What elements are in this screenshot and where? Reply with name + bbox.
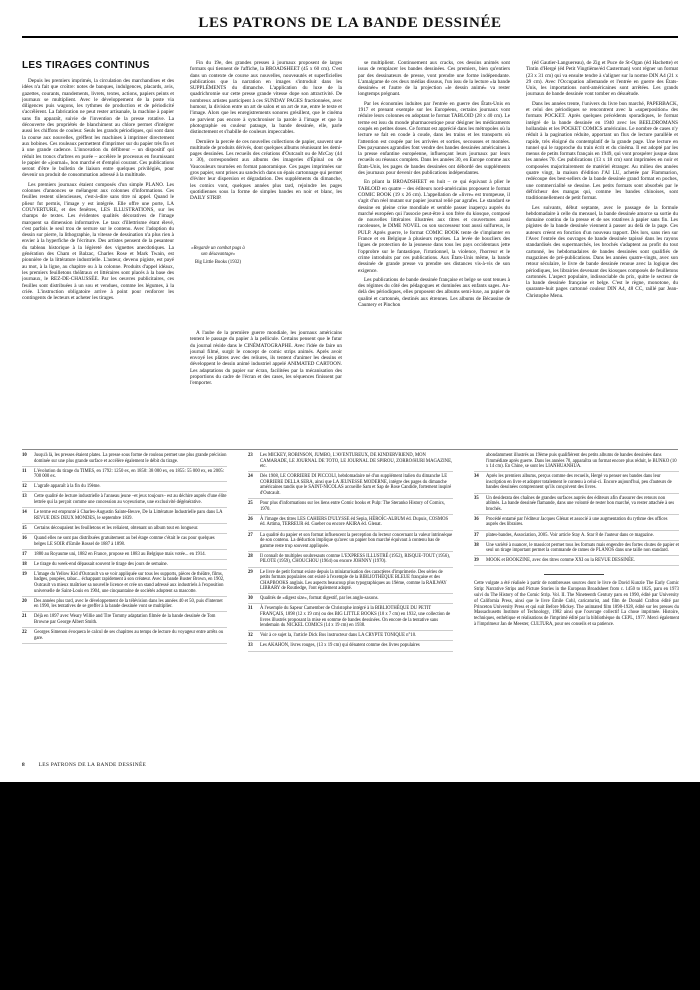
column-1 bbox=[22, 60, 174, 448]
footnote-number: 24 bbox=[248, 474, 253, 480]
footnote-number: 33 bbox=[248, 643, 253, 649]
footnote bbox=[22, 572, 227, 597]
section-title: LES TIRAGES CONTINUS bbox=[22, 60, 150, 71]
footnote-number: 34 bbox=[474, 474, 479, 480]
footnote bbox=[22, 453, 227, 467]
footnote-number: 28 bbox=[248, 553, 253, 559]
paragraph: En pliant la BROADSHEET en huit – ce qui équivaut à plier le TABLOID en quatre – des éditeurs nord-américains proposent le format COMIC BOOK (19 x 26 cm). L'appellation de «livre» est trompeuse, il s'agit d'un réel mutant sur papier journal relié par agrafes. Le standard se dessine en pleine crise mondiale et semble passer inaperçu auprès du marché européen qui l'associe peut-être à son frère du kiosque, composé de nouvelles littéraires illustrées aux titres et couvertures aussi racoleuses, le DIME NOVEL ou son successeur tout aussi sulfureux, le PULP. Après guerre, le format COMIC BOOK tente de s'implanter en France et en Belgique à plusieurs reprises. La levée de boucliers des ligues de protection de la jeunesse dans tous les pays occidentaux jette l'opprobre sur le fantastique, l'irrationnel, la violence, l'horreur et le crime introduits par ces publications. Aux États-Unis même, la bande dessinée de grande presse va prendre ses distances vis-à-vis de son exigence. bbox=[358, 179, 510, 274]
footnote bbox=[474, 517, 679, 531]
footnotes-list bbox=[474, 453, 679, 566]
footnote-text: Une variété à nuancer, le massicot permet tous les formats mais engendre des fortes chutes de papier et seul un tirage important permet la commande de rames de PLANOS dans une taille non standard. bbox=[486, 542, 679, 554]
footnote-text: Le terme est emprunté à Charles-Augustin Sainte-Beuve, De la Littérature Industrielle paru dans LA REVUE DES DEUX MONDES, le septembre 1839. bbox=[34, 510, 223, 521]
footnote-number: 20 bbox=[22, 598, 27, 604]
footnote bbox=[474, 533, 679, 541]
footnote bbox=[248, 606, 453, 631]
paragraph: Par les économies induites par l'entrée en guerre des États-Unis en 1917 et prenant exemple sur les Européens, certains journaux vont réduire leurs colonnes en adoptant le format TABLOID (28 x 40 cm). Le terme est issu du monde pharmaceutique pour désigner les médicaments coupés en petites doses. Ce format est apprécié dans les métropoles où la lecture se fait en coude à coude, dans les trains et les transports où l'attention est coupée par les arrivées et sorties, secousses et montées. Des paysannes agrandies font vendre des bandes dessinées américaines à la presse enfantine européenne, influençant leurs journaux par leurs recueils ou réseaux complets. Dans les années 30, en Europe comme aux États-Unis, les pages de bandes dessinées ont débordé des suppléments des journaux pour devenir des publications indépendantes. bbox=[358, 100, 510, 177]
footnote-number: 14 bbox=[22, 510, 27, 516]
footnote-text: À l'exemple du Sapeur Camember de Christophe intégré à la BIBLIOTHÈQUE DU PETIT FRANÇAIS, 1898 (12 x 19 cm) ou des BIG LITTLE BOOKS (10 x 7 cm) en 1932, une collection de livres illustrés proposant la mise en somme de bandes dessinées. On encore de la tentative sans lendemain du NICKEL COMICS (14 x 19 cm) en 1938. bbox=[260, 606, 451, 629]
footnote-text: Des années plus tard, avec le développement de la télévision dans les années 40 et 50, puis d'internet en 1990, les tentatives de se greffer à la bande dessinée vont se multiplier. bbox=[34, 598, 223, 610]
footnote-number: 23 bbox=[248, 453, 253, 458]
pull-quote-source: Big Little Books (1932) bbox=[195, 260, 241, 265]
footnote-text: À l'image des titres LES CAHIERS D'ULYSSE éd Sepia, HÉROÏC-ALBUM éd. Dupuis, COSMOS éd. Artima, TERREUR éd. Gueber ou encore AKIRA éd. Glenat. bbox=[260, 516, 449, 528]
end-rule bbox=[544, 574, 604, 575]
footnote bbox=[22, 510, 227, 524]
footnote-number: 11 bbox=[22, 468, 27, 474]
footnote bbox=[248, 517, 453, 531]
footnote-number: 18 bbox=[22, 561, 27, 567]
footnote-text: 1880 au Royaume uni, 1882 en France, propose en 1883 au Belgique mais votée... en 1914. bbox=[34, 551, 206, 557]
footnote-text: Pour plus d'informations sur les liens entre Comic books et Pulp: The Steranko History of Comics, 1970. bbox=[260, 501, 445, 512]
article-body bbox=[22, 60, 678, 448]
footnote-text: Les AKAHON, livres rouges, (13 x 19 cm) qui dénatent comme des livres populaires bbox=[260, 643, 420, 649]
colophon: Cette vulgate a été réalisée à partir de nombreuses sources dont le livre de David Kunzle The Early Comic Strip: Narrative Strips and Picture Stories in the European Broadsheet from c. 1450 to 1825, paru en 1973 suivi du The History of the Comic Strip. Vol. II. The Nineteenth Century paru en 1990, édité par University of California Press, ainsi que le livre Émile Cohl, caricaturist, and film de Donald Crafton édité par Princeton University Press et qui suit Before Mickey. The animated film 1898-1928, édité sur les presses du Massachusetts Institute of Technology, 1982 ainsi que l'ouvrage collectif La chose imprimée. Histoire, techniques, esthétique et réalisations de l'imprimé édité par la bibliothèque du CEPL, 1977. Merci également à l'imprimeur Jan de Meester, CULTURA, pour ses conseils et sa patience. bbox=[474, 581, 679, 627]
footnote-text: Dès 1908, LE CORRIERE DI PICCOLI, hebdomadaire né d'un supplément italien du dimanche LE CORRIERE DELLA SERA, ainsi que LA JEUNESSE MODERNE, intègre des pages du dimanche américaines tandis que le SAINT-NICOLAS accueille Sam et Sap de Rose Candide, fortement inspiré d'Outcault. bbox=[260, 474, 452, 497]
footnote bbox=[248, 633, 453, 641]
footnote-text: Après les premiers albums, perçus comme des recueils, Hergé va penser ses bandes dans leur inscription en livre et adopter totalement le contenu à celui-ci. Encore aujourd'hui, peu d'auteurs de bandes dessinées comprennent qu'ils conçoivent des livres. bbox=[486, 474, 672, 491]
footnote bbox=[22, 536, 227, 550]
illustration-space bbox=[252, 238, 342, 322]
paragraph: Les premiers journaux étaient composés d'un simple PLANO. Les colonnes d'annonces se mélangent aux colonnes d'informations. Ces feuilles restent silencieuses, c'est-à-dire sans titre ni appel. Quand le plieur fut permis, l'image y est intégrée. Elle offre une porte, LA COUVERTURE, et des fenêtres, LES ILLUSTRATIONS, sur les champs de textes. Les évidentes qualités décoratives de l'image marquent sa dimension informative. Le taux d'illettrisme étant élevé, c'est parfois le seul trou de serrure sur le contenu. Avec l'adoption du dessin sur pierre, la lithographie, la vitesse de dessination n'a plus rien à envier à la hyperfiche de l'écriture. Des artistes pensent de la pesanteur du tableau historique à la légèreté des vignettes anecdotiques. La génération des Cham et Balzac, Charles Rose et Mark Twain, est pionnière de la littérature industrielle. L'auteur, devenu pigiste, est payé au mot, à la ligne, au chapitre ou à la colonne. Produits d'appel idéaux, les premiers feuilletons théâtraux et littéraires sont placés à la base des journaux, le REZ-DE-CHAUSSÉE. Par les oeuvres publicitaires, ces feuilles sont distribuées à un sou et vendues, comme les légumes, à la criée. L'instruction obligatoire arrive à point pour renforcer les contingents de lecteurs et acheter les tirages. bbox=[22, 181, 174, 302]
page-number: 8 bbox=[22, 762, 25, 768]
footnote bbox=[248, 570, 453, 595]
footnote-text: La qualité du papier et son format influencent la perception du lecteur concernant la valeur intrinsèque de son contenu. La déduction implique qu'avec un papier bon marché équivaut à contenu bas de gamme reste trop souvent appliquée. bbox=[260, 532, 453, 549]
footnote-text: Voir à ce sujet la, l'article Dick Bos instructeur dans LA CRYPTE TONIQUE n°10. bbox=[260, 633, 417, 639]
footnote bbox=[248, 501, 453, 515]
footnote bbox=[22, 526, 227, 534]
footnote-text: Qualités de «digest size», format digestif, par les anglo-saxons. bbox=[260, 596, 379, 602]
footnote-number: 29 bbox=[248, 569, 253, 575]
paragraph: Les suivants, début septante, avec le passage de la formule hebdomadaire à celle du mensuel, la bande dessinée amorce sa sortie du domaine continu de la presse et de ses rotatives à papier sans fin. Les pigistes de la bande dessinée viennent à passer au delà de la page. Ces auteurs créent en fonction d'un nouveau rapport. Dès lors, sans rien sur l'Avec l'entrée des ouvrages de bande dessinée tapissé dans les rayons standardisés des supermarchés, les brochés s'adaptent au profit du tout cartonné, les hebdomadaires de bandes dessinées sont qualifiés de magazines de pré-publications. Dans les années quatre-vingts, avec son retour séculaire, le livre de bande dessinée renoue avec la logique des périodiques, les librairies devenant des kiosques composés de feuilletons cartonnés. L'aspect populaire, indissociable du prix, quitte le secteur de la bande dessinée française et belge. C'est le règne, monotone, du quarante-huit pages cartonné couleur DIN A4, 48 CC, raillé par Jean-Christophe Menu. bbox=[526, 204, 678, 299]
running-head bbox=[22, 14, 678, 38]
footnote bbox=[248, 554, 453, 568]
footnote bbox=[22, 494, 227, 508]
column-2-top bbox=[190, 60, 342, 230]
footnote bbox=[474, 558, 679, 566]
footnote-number: 25 bbox=[248, 501, 253, 507]
footnotes-column-2 bbox=[248, 453, 453, 654]
footnote-number: 39 bbox=[474, 558, 479, 564]
footnote bbox=[22, 562, 227, 570]
footnote-number: 15 bbox=[22, 525, 27, 531]
footnote bbox=[248, 533, 453, 552]
footnote-text: Quand elles ne sont pas distribuées gratuitement au bel étage comme c'était le cas pour quelques belges LE SOIR d'Emile Rossel de 1887 à 1898. bbox=[34, 535, 215, 547]
footnote bbox=[22, 552, 227, 560]
footnote-number: 37 bbox=[474, 532, 479, 538]
footnote-text: L'image du Yellow Kid d'Outcault va se voir appliquée sur tous les supports, pièces de théâtre, films, badges, poupées, tabac... échappant rapidement à son créateur. Avec la bande Buster Brown, en 1902, Outcault va mieux maîtriser sa nouvelle licence et crée un stand adressé aux industriels à l'exposition universelle de Saint-Louis en 1904, une cinquantaine de sociétés adoptent sa mascotte. bbox=[34, 571, 225, 594]
footnote-number: 26 bbox=[248, 516, 253, 522]
paragraph: À l'aube de la première guerre mondiale, les journaux américains tentent le passage du papier à la pellicule. Certains pensent que le futur du journal réside dans le CINÉMATOGRAPHE. Avec l'idée de faire un journal filmé, surgit le concept de comic strips animés. Après avoir envoyé les plâtres avec des reliures, ils tentent d'animer les dessins et développent le dessin animé industriel appelé ANIMATED CARTOON. Les adaptations du papier sur écran, facilitées par la mécanisation des proportions du cadre de l'écran et des cases, les séquences finissent par l'emporter. bbox=[190, 330, 342, 387]
footnote bbox=[22, 614, 227, 628]
column-3 bbox=[358, 60, 510, 448]
paragraph: Depuis les premiers imprimés, la circulation des marchandises et des idées n'a fait que croître: notes de banques, indulgences, placards, avis, gazettes, courants, mandements, livrets, textes, actions, papiers peints et journaux se multiplient. Avec le développement de la poste via diligences puis wagons, les rythmes de production et de périodicité s'accélèrent. La fabrication ne peut rester artisanale, la machine à papier sans fin apparaît, suivie de l'invention de la presse rotative. La découverte des propriétés de blanchiment au chlore permet d'intégrer aussi les chiffons de couleur. Seuls les grands périodiques, qui sont dans la course aux nouvelles, gréffent les machines à imprimer directement aux bobines. Ces rouleaux permettent d'imprimer sur du papier très fin et à une grande cadence. L'innovation du défibreur – un dispositif qui réduit les troncs d'arbres en purée – accélère le processus en fournissant le papier de «journal», bon marché et d'emploi courant. Ces publications seront d'être le bulletin de liaison entre quelques privilégiés, pour devenir un produit de consommation adressé à la multitude. bbox=[22, 78, 174, 179]
footnote-text: Un desiderata des chaînes de grandes surfaces auprès des éditeurs afin d'assurer des retours non abîmés. La bande dessinée flamande, dans une volonté de rester bon marché, va rester attachée à ses brochés. bbox=[486, 495, 675, 512]
footnote-text: Il connaît de multiples soubresauts comme L'EXPRESS ILLUSTRÉ (1952), RISQUE-TOUT (1956), PILOTE (1959), CHOUCHOU (1964) ou encore JOHNNY (1970). bbox=[260, 553, 450, 565]
paragraph: Fin du 19e, des grandes presses à journaux proposent de larges formats qui tiennent de l'affiche, la BROADSHEET (45 x 60 cm). C'est dans un contexte de course aux nouvelles, nouveautés et superficielles publications que la narration en images s'introduit dans les SUPPLÉMENTS du dimanche. L'application du luxe de la quadrichromie sur cette presse grande vitesse dope son attractivité. De nombreux artistes participent à ces SUNDAY PAGES fractionnées, avec humour, la division entre un art de salon et un art de rue, entre le texte et l'image. Alors que les enregistrements sonores grésillent, que le cinéma ne parvient pas encore à synchroniser la parole à l'image et que la photographie en couleur patauge, la bande dessinée, elle, parle distinctement et s'habille de couleurs impeccables. bbox=[190, 60, 342, 136]
running-head-title: LES PATRONS DE LA BANDE DESSINÉE bbox=[198, 15, 502, 31]
column-4 bbox=[526, 60, 678, 448]
paragraph: se multiplient. Continuement aux cracks, ces dessins animés sont issus de remplacer les bandes dessinées. Ces premiers, bien qu'entiers par des dessinateurs de presse, vont prendre une forme indépendante. L'amalgame de ces deux médias dissous, l'un issu de la lecture «la bande dessinée» et l'autre de la projection «le dessin animé» va rester longtemps prégnant. bbox=[358, 60, 510, 98]
footnote-text: Les MICKEY, ROBINSON, JUMBO, L'AVENTUREUX, DE KINDERVRIEND, MON CAMARADE, LE JOURNAL DE TOTO, LE JOURNAL DE SPIROU, ZORRO/HURI MAGAZINE, etc. bbox=[260, 453, 453, 470]
footnote-text: Georges Simenon évoquera le calcul de ses chapitres au temps de lecture du voyageur entre arrêts ou gare. bbox=[34, 630, 224, 641]
footnote bbox=[248, 596, 453, 604]
footnote bbox=[22, 469, 227, 483]
footnote bbox=[474, 474, 679, 493]
footnote-number: 21 bbox=[22, 614, 27, 620]
footnotes-column-3 bbox=[474, 453, 679, 628]
paragraph: Dernière la percée de ces nouvelles collections de papier, sauvent une multitude de produits dérivés, dont quelques albums réunissant les demi-pages dessinées. Les recueils des créations d'Outcault ou de McCay (44 x 30), correspondent aux albums des imageries d'Épinal ou de Vaucouleurs tournées en format panoramique. Ces pages imprimées sur gros papier, sont prises au sandwich dans un épais cartonnage qui permet d'éviter leur dispersion et dégradation. Des suppléments du dimanche, les comics vont, quelques années plus tard, rejoindre les pages quotidiennes sous la forme de simples bandes en noir et blanc, les DAILY STRIP. bbox=[190, 138, 342, 202]
footnote-text: L'évolution du tirage du TIMES, en 1792: 1250 ex, en 1850: 38 000 ex, en 1855: 55 000 ex, en 2005: 700 000 ex. bbox=[34, 468, 225, 480]
footnotes-column-1 bbox=[22, 453, 227, 646]
footnote-text: Déjà en 1897 avec Weary Willie and Tire Tommy adaptation filmée de la bande dessinée de Tom Browne par George Albert Smith. bbox=[34, 614, 216, 625]
footnote-text: Cette qualité de lecture industrielle à l'anneau jeune –et jeux toujours– est au déchire auprès d'une élite lettrée qui la perçoit comme une concession au voyeurisme, une exclusivité dégénérative. bbox=[34, 494, 227, 506]
column-2-bottom bbox=[190, 330, 342, 448]
footnote-number: 35 bbox=[474, 495, 479, 501]
footnote-number bbox=[474, 453, 486, 470]
footnote-text: MOOK et BOOKZINE, avec des titres comme XXI ou la REVUE DESSINÉE. bbox=[486, 558, 636, 564]
footnote-text: Jusqu'à là, les presses étaient plates. La presse sous forme de rouleau permet une plus grande précision dominée sur une plus grande surface et accélère également le débit du tirage. bbox=[34, 453, 227, 464]
footnote-number: 22 bbox=[22, 630, 27, 636]
footnote bbox=[248, 474, 453, 499]
footnote-number: 17 bbox=[22, 551, 27, 557]
footnote-number: 27 bbox=[248, 532, 253, 538]
pull-quote-text: «Regarde un combat pugs à son désavantage» bbox=[191, 246, 245, 257]
footnote bbox=[22, 630, 227, 644]
footnote-number: 13 bbox=[22, 494, 27, 500]
footnote-number: 10 bbox=[22, 453, 27, 458]
paragraph: Dans les années trente, l'univers du livre bon marché, PAPERBACK, et celui des périodiques se rencontrent avec la «superposition» des formats POCKET. Après quelques précédents sporadiques, le format intégré de la bande dessinée en 1940 avec les BEELDROMANS hollandais et les POCKET COMICS américains. Le nombre de cases n'y réduit à la pagination réduite, apportant un flux de lecture parallèle et rapide, très éloigné du contemplatif de la grande page. Une lecture en tunnel qui le rapproche du train écrit et du cinéma. Il est adopté par les menus de petits formats français en 1949, qui vont prospérer jusque dans les années 70. Ces publications (13 x 18 cm) sont imprimées en noir et composées majoritairement de matériel étranger. Au milieu des années quatre vingt, la maison d'édition J'AI LU, achetée par Flammarion, redécoupe des best-sellers de la bande dessinée grand format en poches, une commercialité se dessine. Les petits formats sont absorbés par le défricheur des mangas qui, comme les bandes chinoises, sont traditionnellement de petit format. bbox=[526, 100, 678, 202]
footnote-number: 32 bbox=[248, 633, 253, 639]
paragraph: Les publications de bande dessinée française et belge se sont tenues à des régimes du côté des pédagogues et dominées aux enfants sages. Au-delà des périodiques, elles proposent des albums semi-luxe, au papier de qualité et cartonnés, destinés aux étrennes. Les albums de Bécassine de Caumery et Pinchon bbox=[358, 276, 510, 308]
page-footer bbox=[22, 762, 146, 768]
column-2 bbox=[190, 60, 342, 448]
footnote-text: Le livre de petit format existe depuis la miniaturisation des caractères d'imprimerie. Des séries de petits formats populaires ont existé à l'exemple de la BIBLIOTHÈQUE BLEUE française et des CHAPBOOKS anglais. Les aspects beaucoup plus typographiques au 19ème, comme la RAILWAY LIBRARY de Routledge, l'ont également adopté. bbox=[260, 569, 447, 592]
footnote bbox=[474, 543, 679, 557]
footnote-number: 12 bbox=[22, 484, 27, 490]
footnote-number: 38 bbox=[474, 542, 479, 548]
footnote bbox=[248, 643, 453, 651]
footnote-text: Le tirage du week-end dépassait souvent le tirage des jours de semaine. bbox=[34, 561, 168, 567]
notes-divider bbox=[22, 449, 678, 450]
footnote-number: 31 bbox=[248, 606, 253, 612]
footnote-number: 36 bbox=[474, 516, 479, 522]
pull-quote bbox=[190, 246, 246, 266]
footer-label: LES PATRONS DE LA BANDE DESSINÉE bbox=[38, 762, 147, 768]
footnote-number: 19 bbox=[22, 571, 27, 577]
footnote-text: plates-bandes, Association, 2005. Voir article Stay A. Star 8 de l'auteur dans ce magazine. bbox=[486, 532, 654, 538]
footnote-text: abondamment illustrés au 19ème puis qualifièrent des petits albums de bandes dessinées dans l'immédiate après guerre. Dans les années 70, apparaîtra un format encore plus réduit, le BUNKO (10 x 14 cm). En Chine, se sont les LIANHUANHUA. bbox=[486, 453, 677, 470]
footnote bbox=[474, 453, 679, 472]
footnote bbox=[248, 453, 453, 472]
footnote-text: Certains découpaient les feuilletons et les reliaient, obtenant un album tout en longueur. bbox=[34, 525, 199, 531]
footnote-number: 30 bbox=[248, 596, 253, 602]
footnote bbox=[474, 496, 679, 515]
footnote bbox=[22, 484, 227, 492]
paragraph: (éd Gautier-Languereau), de Zig et Puce de St-Ogan (éd Hachette) et Tintin d'Hergé (éd Petit Vingtième/éd Casterman) vont régner un format (23 x 31 cm) qui va ensuite tendre à s'aligner sur la norme DIN A4 (21 x 29 cm). Avec l'Occupation allemande et l'entrée en guerre des États-Unis, les importations nord-américaines sont arrêtées. Les grands journaux de bande dessinée vont tomber en désuétude. bbox=[526, 60, 678, 98]
footnote bbox=[22, 599, 227, 613]
footnote-number: 16 bbox=[22, 535, 27, 541]
footnote-text: Procédé entamé par l'éditeur Jacques Glénat et associé à une augmentation du rythme des offices auprès des libraires. bbox=[486, 516, 668, 528]
footnote-text: L'agrafe apparaît à la fin du 19ème. bbox=[34, 484, 101, 490]
